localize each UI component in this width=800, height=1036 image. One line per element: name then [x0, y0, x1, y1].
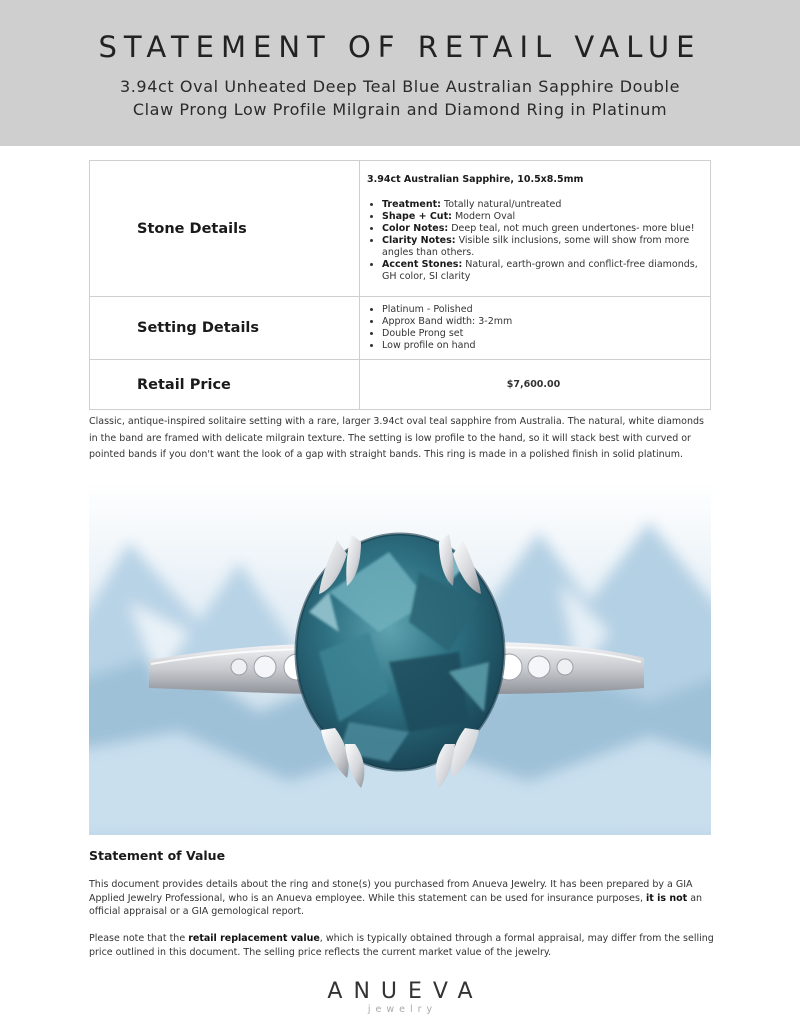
statement-p2-text: Please note that the: [89, 933, 189, 944]
detail-key: Shape + Cut:: [382, 211, 452, 222]
statement-paragraph-1: [89, 878, 715, 919]
stone-heading: 3.94ct Australian Sapphire, 10.5x8.5mm: [367, 174, 584, 185]
subtitle-line-2: Claw Prong Low Profile Milgrain and Diamond Ring in Platinum: [132, 100, 668, 119]
retail-price-row: [90, 360, 711, 410]
statement-p2-bold: retail replacement value: [188, 933, 320, 944]
setting-detail-item: • Approx Band width: 3-2mm: [382, 316, 700, 328]
setting-detail-item: • Low profile on hand: [382, 340, 700, 352]
setting-details-label: Setting Details: [90, 297, 360, 360]
retail-price-label: Retail Price: [90, 360, 360, 410]
stone-details-list: [367, 199, 700, 283]
retail-price-value: $7,600.00: [360, 360, 711, 410]
page-title: STATEMENT OF RETAIL VALUE: [98, 30, 702, 64]
logo-name: ANUEVA: [327, 979, 484, 1004]
setting-detail-item: • Double Prong set: [382, 328, 700, 340]
stone-details-label: Stone Details: [90, 161, 360, 297]
stone-details-value: [360, 161, 711, 297]
header-banner: [0, 0, 800, 146]
statement-p1-bold: it is not: [646, 892, 688, 904]
detail-key: Treatment:: [382, 199, 441, 210]
detail-value: Natural, earth-grown and conflict-free diamonds, GH color, SI clarity: [382, 259, 698, 282]
statement-paragraph-2: [89, 932, 715, 959]
stone-detail-item: [382, 223, 700, 235]
detail-key: Color Notes:: [382, 223, 449, 234]
detail-value: Deep teal, not much green undertones- more blue!: [451, 223, 695, 234]
page-subtitle: [60, 75, 740, 121]
detail-value: Modern Oval: [454, 211, 516, 222]
statement-title: Statement of Value: [89, 848, 226, 863]
setting-details-value: [360, 297, 711, 360]
statement-p1-text: This document provides details about the ring and stone(s) you purchased from Anueva Jewelry. It has been prepared by a GIA Applied Jewelry Professional, who is an Anueva employee. While this statement can be used for insurance purposes,: [89, 879, 693, 904]
anueva-logo: [300, 980, 500, 1016]
setting-details-row: [90, 297, 711, 360]
ring-illustration: [89, 482, 711, 835]
logo-subtext: jewelry: [367, 1004, 438, 1015]
stone-detail-item: [382, 259, 700, 283]
details-table: [89, 160, 711, 410]
ring-description: Classic, antique-inspired solitaire setting with a rare, larger 3.94ct oval teal sapphire from Australia. The natural, white diamonds in the band are framed with delicate milgrain texture. The setting is low profile to the hand, so it will stack best with curved or pointed bands if you don't want the look of a gap with straight bands. This ring is made in a polished finish in solid platinum.: [89, 416, 704, 460]
subtitle-line-1: 3.94ct Oval Unheated Deep Teal Blue Australian Sapphire Double: [119, 77, 681, 96]
detail-key: Accent Stones:: [382, 259, 463, 270]
stone-details-row: [90, 161, 711, 297]
ring-photo: [89, 482, 711, 835]
stone-detail-item: [382, 199, 700, 211]
stone-detail-item: [382, 235, 700, 259]
detail-value: Totally natural/untreated: [444, 199, 562, 210]
stone-detail-item: [382, 211, 700, 223]
statement-p2-end: , which is typically obtained through a formal appraisal, may differ from the selling price outlined in this document. The selling price reflects the current market value of the jewelry.: [89, 933, 714, 958]
detail-key: Clarity Notes:: [382, 235, 456, 246]
setting-details-list: [367, 304, 700, 352]
setting-detail-item: • Platinum - Polished: [382, 304, 700, 316]
statement-p1-end: an official appraisal or a GIA gemological report.: [89, 892, 703, 917]
detail-value: Visible silk inclusions, some will show from more angles than others.: [382, 235, 690, 258]
